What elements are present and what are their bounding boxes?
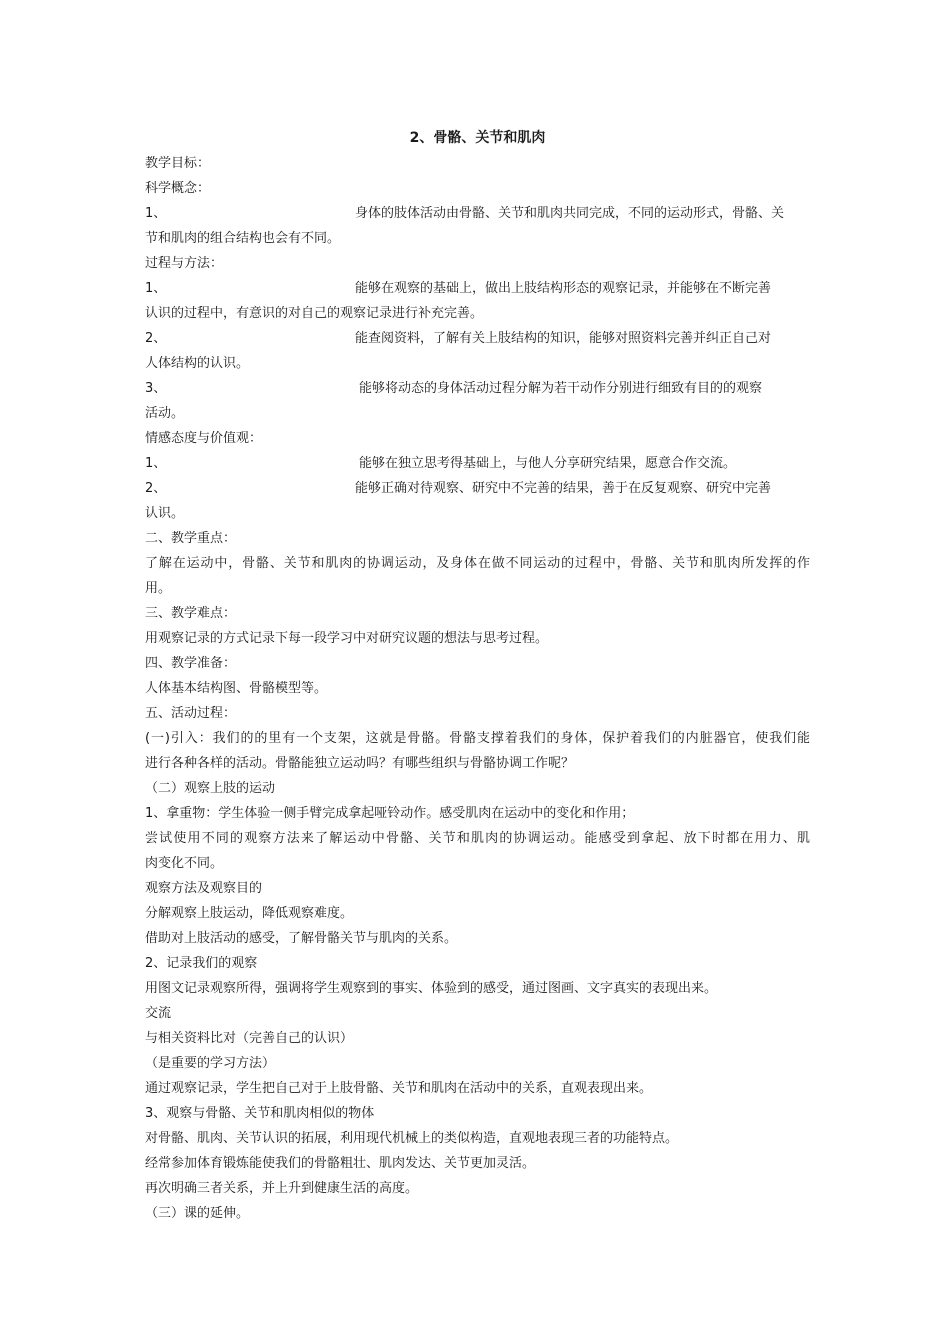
- document-line: 与相关资料比对（完善自己的认识）: [145, 1031, 354, 1046]
- list-number: 1、: [145, 281, 167, 296]
- list-item-text: 能够将动态的身体活动过程分解为若干动作分别进行细致有目的的观察: [359, 381, 763, 396]
- document-line: 认识。: [145, 506, 185, 521]
- document-line: 情感态度与价值观：: [145, 431, 263, 446]
- document-line: 通过观察记录，学生把自己对于上肢骨骼、关节和肌肉在活动中的关系，直观表现出来。: [145, 1081, 653, 1096]
- document-page: [145, 126, 810, 1226]
- document-line: 活动。: [145, 406, 185, 421]
- document-line: 分解观察上肢运动，降低观察难度。: [145, 906, 354, 921]
- document-line: 教学目标：: [145, 156, 211, 171]
- document-line: 五、活动过程：: [145, 706, 237, 721]
- document-line: 尝试使用不同的观察方法来了解运动中骨骼、关节和肌肉的协调运动。能感受到拿起、放下时都在用力、肌: [145, 831, 810, 846]
- document-body: [145, 151, 810, 1226]
- document-line: 人体结构的认识。: [145, 356, 250, 371]
- list-item-text: 能查阅资料，了解有关上肢结构的知识，能够对照资料完善并纠正自己对: [355, 331, 772, 346]
- document-line: [145, 451, 810, 476]
- document-line: 认识的过程中，有意识的对自己的观察记录进行补充完善。: [145, 306, 484, 321]
- document-line: [145, 276, 810, 301]
- document-line: 四、教学准备：: [145, 656, 237, 671]
- document-line: 用观察记录的方式记录下每一段学习中对研究议题的想法与思考过程。: [145, 631, 549, 646]
- document-line: 用图文记录观察所得，强调将学生观察到的事实、体验到的感受，通过图画、文字真实的表现出来。: [145, 981, 718, 996]
- document-line: (一)引入：我们的的里有一个支架，这就是骨骼。骨骼支撑着我们的身体，保护着我们的内脏器官，使我们能: [145, 731, 810, 746]
- list-number: 1、: [145, 206, 167, 221]
- document-line: [145, 201, 810, 226]
- document-line: [145, 326, 810, 351]
- list-item-text: 能够在观察的基础上，做出上肢结构形态的观察记录，并能够在不断完善: [355, 281, 772, 296]
- document-line: 对骨骼、肌肉、关节认识的拓展，利用现代机械上的类似构造，直观地表现三者的功能特点。: [145, 1131, 679, 1146]
- list-number: 1、: [145, 456, 167, 471]
- document-line: 再次明确三者关系，并上升到健康生活的高度。: [145, 1181, 419, 1196]
- list-number: 2、: [145, 481, 167, 496]
- document-line: 3、观察与骨骼、关节和肌肉相似的物体: [145, 1106, 375, 1121]
- list-number: 3、: [145, 381, 167, 396]
- document-line: 用。: [145, 581, 172, 596]
- document-line: 人体基本结构图、骨骼模型等。: [145, 681, 328, 696]
- document-line: （是重要的学习方法）: [145, 1056, 276, 1071]
- document-line: 过程与方法：: [145, 256, 224, 271]
- document-line: 节和肌肉的组合结构也会有不同。: [145, 231, 341, 246]
- document-line: [145, 476, 810, 501]
- document-line: 借助对上肢活动的感受，了解骨骼关节与肌肉的关系。: [145, 931, 458, 946]
- list-number: 2、: [145, 331, 167, 346]
- document-line: 1、拿重物：学生体验一侧手臂完成拿起哑铃动作。感受肌肉在运动中的变化和作用；: [145, 806, 635, 821]
- list-item-text: 能够正确对待观察、研究中不完善的结果，善于在反复观察、研究中完善: [355, 481, 772, 496]
- document-title: 2、骨骼、关节和肌肉: [409, 130, 546, 146]
- document-line: （三）课的延伸。: [145, 1206, 250, 1221]
- document-line: （二）观察上肢的运动: [145, 781, 276, 796]
- list-item-text: 能够在独立思考得基础上，与他人分享研究结果，愿意合作交流。: [359, 456, 737, 471]
- document-line: [145, 376, 810, 401]
- document-line: 二、教学重点：: [145, 531, 237, 546]
- document-line: 观察方法及观察目的: [145, 881, 263, 896]
- document-line: 三、教学难点：: [145, 606, 237, 621]
- document-line: 经常参加体育锻炼能使我们的骨骼粗壮、肌肉发达、关节更加灵活。: [145, 1156, 536, 1171]
- list-item-text: 身体的肢体活动由骨骼、关节和肌肉共同完成，不同的运动形式，骨骼、关: [355, 206, 785, 221]
- document-line: 交流: [145, 1006, 172, 1021]
- document-line: 了解在运动中，骨骼、关节和肌肉的协调运动，及身体在做不同运动的过程中，骨骼、关节和肌肉所发挥的作: [145, 556, 810, 571]
- document-line: 肉变化不同。: [145, 856, 224, 871]
- document-line: 进行各种各样的活动。骨骼能独立运动吗？有哪些组织与骨骼协调工作呢？: [145, 756, 575, 771]
- document-line: 科学概念：: [145, 181, 211, 196]
- document-line: 2、记录我们的观察: [145, 956, 258, 971]
